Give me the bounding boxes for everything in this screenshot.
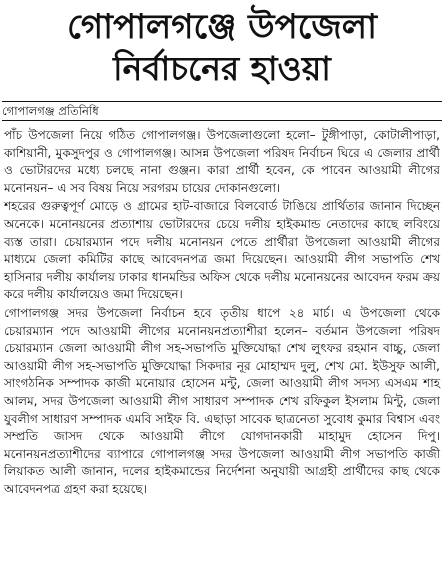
paragraph-2: শহরের গুরুত্বপূর্ণ মোড়ে ও গ্রামের হাট-বাজারে বিলবোর্ড টাঙিয়ে প্রার্থিতার জানান দিচ্ছেন অনেকে। মনোনয়নের প্রত্যাশায় ভোটারদের চেয়ে দলীয় হাইকমান্ড নেতাদের কাছে লবিংয়ে ব্যস্ত তারা। চেয়ারম্যান পদে দলীয় মনোনয়ন পেতে প্রার্থীরা উপজেলা আওয়ামী লীগের মাধ্যমে জেলা কমিটির কাছে আবেদনপত্র জমা দিয়েছেন। আওয়ামী লীগ সভাপতি শেখ হাসিনার দলীয় কার্যালয় ঢাকার ধানমন্ডির অফিস থেকে দলীয় মনোনয়নের আবেদন ফরম ক্রয় করে দলীয় কার্যালয়েও জমা দিয়েছেন।	[4, 199, 440, 302]
byline: গোপালগঞ্জ প্রতিনিধি	[2, 101, 442, 121]
paragraph-3: গোপালগঞ্জ সদর উপজেলা নির্বাচন হবে তৃতীয় ধাপে ২৪ মার্চ। এ উপজেলা থেকে চেয়ারম্যান পদে আওয়ামী লীগের মনোনয়নপ্রত্যাশীরা হলেন– বর্তমান উপজেলা পরিষদ চেয়ারম্যান জেলা আওয়ামী লীগ সহ-সভাপতি মুক্তিযোদ্ধা শেখ লুৎফর রহমান বাচ্চু, জেলা আওয়ামী লীগ সহ-সভাপতি মুক্তিযোদ্ধা সিকদার নূর মোহাম্মদ দুলু, শেখ মো. ইউসুফ আলী, সাংগঠনিক সম্পাদক কাজী মনোয়ার হোসেন মন্টু, জেলা আওয়ামী লীগ সদস্য এসএম শাহ আলম, সদর উপজেলা আওয়ামী লীগ সাধারণ সম্পাদক শেখ রফিকুল ইসলাম মিন্টু, জেলা যুবলীগ সাধারণ সম্পাদক এমবি সাইফ বি. এছাড়া সাবেক ছাত্রনেতা সুবোধ কুমার বিশ্বাস এবং সম্প্রতি জাসদ থেকে আওয়ামী লীগে যোগদানকারী মাহামুদ হোসেন দিপু। মনোনয়নপ্রত্যাশীদের ব্যাপারে গোপালগঞ্জ সদর উপজেলা আওয়ামী লীগ সভাপতি কাজী লিয়াকত আলী জানান, দলের হাইকমান্ডের নির্দেশনা অনুযায়ী আগ্রহী প্রার্থীদের কাছ থেকে আবেদনপত্র গ্রহণ করা হয়েছে।	[4, 305, 440, 496]
headline-line-1: গোপালগঞ্জে উপজেলা	[67, 7, 377, 47]
paragraph-1: পাঁচ উপজেলা নিয়ে গঠিত গোপালগঞ্জ। উপজেলাগুলো হলো– টুঙ্গীপাড়া, কোটালীপাড়া, কাশিয়ানী, মুকসুদপুর ও গোপালগঞ্জ। আসন্ন উপজেলা পরিষদ নির্বাচন ঘিরে এ জেলার প্রার্থী ও ভোটারদের মধ্যে চলছে নানা গুঞ্জন। কারা প্রার্থী হবেন, কে পাবেন আওয়ামী লীগের মনোনয়ন– এ সব বিষয় নিয়ে সরগরম চায়ের দোকানগুলো।	[4, 128, 440, 195]
headline-line-2: নির্বাচনের হাওয়া	[113, 49, 331, 88]
article-headline	[0, 6, 444, 90]
article-body	[4, 127, 440, 498]
